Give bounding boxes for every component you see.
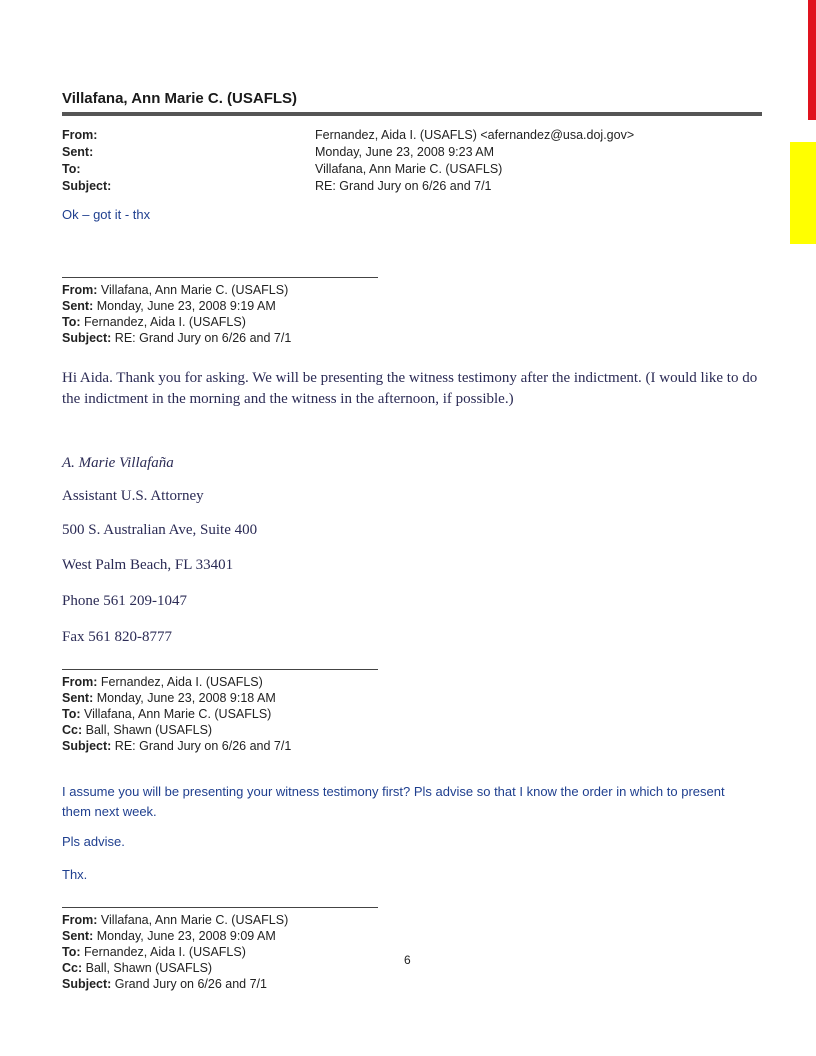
message-line-thx: Thx.	[62, 867, 88, 882]
message-separator	[62, 907, 378, 908]
from-value: Fernandez, Aida I. (USAFLS) <afernandez@usa.doj.gov>	[315, 128, 635, 142]
signature-phone: Phone 561 209-1047	[62, 593, 187, 609]
to-value: Villafana, Ann Marie C. (USAFLS)	[315, 162, 503, 176]
message-line-pls-advise: Pls advise.	[62, 834, 125, 849]
quoted-header-3: From: Villafana, Ann Marie C. (USAFLS) Sent: Monday, June 23, 2008 9:09 AM To: Fernandez, Aida I. (USAFLS) Cc: Ball, Shawn (USAFLS) Subject: Grand Jury on 6/26 and 7/1	[62, 913, 289, 991]
sent-label: Sent:	[62, 145, 94, 159]
red-tab-marker	[808, 0, 816, 120]
yellow-tab-marker	[790, 142, 816, 244]
message-body-1: Hi Aida. Thank you for asking. We will be presenting the witness testimony after the indictment. (I would like to do the indictment in the morning and the witness in the afternoon, if possible.)	[62, 370, 758, 407]
mailbox-owner-title: Villafana, Ann Marie C. (USAFLS)	[62, 90, 298, 107]
to-label: To:	[62, 162, 81, 176]
subject-label: Subject:	[62, 179, 112, 193]
sent-value: Monday, June 23, 2008 9:23 AM	[315, 145, 495, 159]
quoted-header-2: From: Fernandez, Aida I. (USAFLS) Sent: Monday, June 23, 2008 9:18 AM To: Villafana, Ann Marie C. (USAFLS) Cc: Ball, Shawn (USAFLS) Subject: RE: Grand Jury on 6/26 and 7/1	[62, 675, 292, 753]
from-label: From:	[62, 128, 98, 142]
signature-name: A. Marie Villafaña	[62, 455, 174, 471]
signature-title: Assistant U.S. Attorney	[62, 488, 204, 504]
message-body-2: I assume you will be presenting your witness testimony first? Pls advise so that I know the order in which to present them next week.	[62, 784, 725, 819]
message-separator	[62, 277, 378, 278]
signature-fax: Fax 561 820-8777	[62, 629, 172, 645]
page-number: 6	[404, 953, 411, 967]
signature-address: 500 S. Australian Ave, Suite 400	[62, 522, 258, 538]
quoted-header-1: From: Villafana, Ann Marie C. (USAFLS) Sent: Monday, June 23, 2008 9:19 AM To: Fernandez, Aida I. (USAFLS) Subject: RE: Grand Jury on 6/26 and 7/1	[62, 283, 292, 345]
subject-value: RE: Grand Jury on 6/26 and 7/1	[315, 179, 492, 193]
signature-city: West Palm Beach, FL 33401	[62, 557, 234, 573]
message-separator	[62, 669, 378, 670]
title-divider	[62, 112, 762, 116]
reply-body: Ok – got it - thx	[62, 207, 151, 222]
